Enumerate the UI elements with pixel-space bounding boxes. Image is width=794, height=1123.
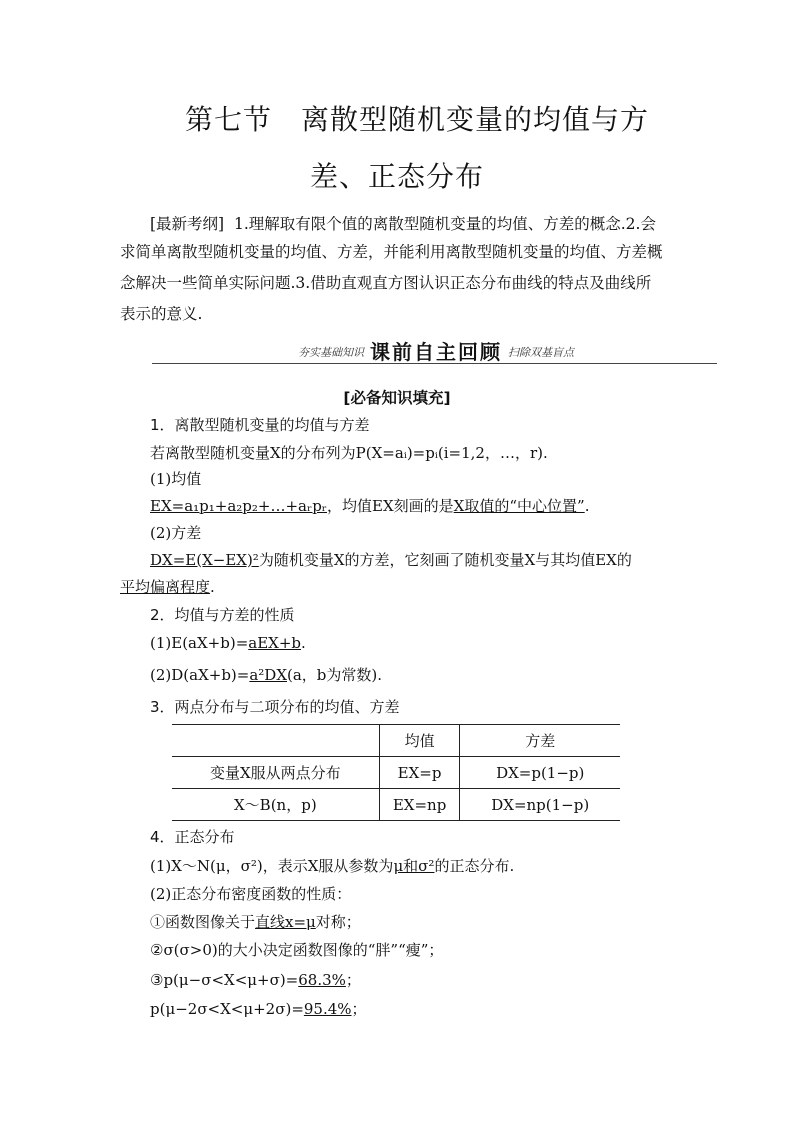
- syllabus-tag: [最新考纲]: [150, 215, 225, 233]
- s4-l1-post: 的正态分布.: [434, 857, 515, 875]
- heading-1: 1．离散型随机变量的均值与方差: [150, 416, 370, 434]
- s1-var-head: (2)方差: [150, 524, 202, 542]
- s1-var-line-2: 平均偏离程度.: [120, 578, 215, 596]
- var-formula: DX=E(X−EX)²: [150, 551, 259, 569]
- table-cell: DX=p(1−p): [460, 757, 620, 789]
- mean-formula: EX=a₁p₁+a₂p₂+…+aᵣpᵣ: [150, 497, 328, 515]
- s1-intro: 若离散型随机变量X的分布列为P(X=aᵢ)=pᵢ(i=1,2，…，r).: [150, 444, 548, 462]
- s4-l3-post: 对称；: [315, 913, 361, 931]
- table-row: [172, 725, 620, 757]
- mean-blank: X取值的“中心位置”: [453, 497, 585, 515]
- s4-l1-blank: μ和σ²: [393, 857, 435, 875]
- section-banner: [152, 336, 717, 366]
- s2-line-1: (1)E(aX+b)=aEX+b.: [150, 634, 306, 652]
- syllabus-line: 表示的意义.: [120, 305, 203, 323]
- var-text: 为随机变量X的方差，它刻画了随机变量X与其均值EX的: [258, 551, 632, 569]
- s4-l6-post: ；: [351, 1000, 367, 1018]
- s1-mean-head: (1)均值: [150, 470, 202, 488]
- s2-l2-blank: a²DX: [249, 666, 288, 684]
- table-cell: [172, 725, 379, 757]
- table-cell: EX=p: [379, 757, 460, 789]
- s4-line-3: [150, 911, 361, 932]
- section-subtitle: [必备知识填充]: [343, 389, 451, 407]
- table-cell: 方差: [460, 725, 620, 757]
- s4-line-5: [150, 969, 361, 990]
- syllabus-line: 1.理解取有限个值的离散型随机变量的均值、方差的概念.2.会: [233, 215, 656, 233]
- table-cell: DX=np(1−p): [460, 789, 620, 821]
- table-cell: X～B(n，p): [172, 789, 379, 821]
- s4-l5-blank: 68.3%: [298, 971, 346, 989]
- page-title-line2: 差、正态分布: [309, 160, 484, 193]
- s4-line-1: [150, 855, 514, 876]
- s1-var-line: [150, 549, 632, 570]
- s2-l1-pre: (1)E(aX+b)=: [150, 634, 249, 652]
- s4-l5-post: ；: [345, 971, 361, 989]
- s4-l3-blank: 直线x=μ: [255, 913, 316, 931]
- s2-l2-pre: (2)D(aX+b)=: [150, 666, 250, 684]
- s2-l2-post: (a，b为常数).: [287, 666, 383, 684]
- page-title: 第七节 离散型随机变量的均值与方: [184, 103, 649, 136]
- s4-line-4: ②σ(σ>0)的大小决定函数图像的“胖”“瘦”；: [150, 941, 444, 959]
- syllabus-paragraph: [120, 209, 680, 240]
- heading-4: 4．正态分布: [150, 828, 235, 846]
- var-blank: 平均偏离程度: [120, 578, 211, 596]
- table-row: [172, 757, 620, 789]
- s1-mean-line: EX=a₁p₁+a₂p₂+…+aᵣpᵣ，均值EX刻画的是X取值的“中心位置”.: [150, 497, 590, 515]
- heading-2: 2．均值与方差的性质: [150, 606, 295, 624]
- s4-l1-pre: (1)X～N(μ，σ²)，表示X服从参数为: [150, 857, 394, 875]
- s4-l5-pre: ③p(μ−σ<X<μ+σ)=: [150, 971, 299, 989]
- banner-left-text: 夯实基础知识: [298, 346, 364, 359]
- banner-title: 课前自主回顾: [370, 340, 502, 364]
- s4-line-6: [150, 998, 367, 1019]
- mean-text: ，均值EX刻画的是: [327, 497, 454, 515]
- s2-l1-blank: aEX+b: [248, 634, 302, 652]
- table-cell: 均值: [379, 725, 460, 757]
- s4-line-2: (2)正态分布密度函数的性质：: [150, 885, 352, 903]
- table-row: [172, 789, 620, 821]
- s4-l6-pre: p(μ−2σ<X<μ+2σ)=: [150, 1000, 304, 1018]
- distribution-table: [172, 724, 620, 821]
- table-cell: EX=np: [379, 789, 460, 821]
- banner-right-text: 扫除双基盲点: [508, 346, 574, 359]
- syllabus-line: 求简单离散型随机变量的均值、方差，并能利用离散型随机变量的均值、方差概: [120, 243, 663, 261]
- s4-l6-blank: 95.4%: [303, 1000, 352, 1018]
- s4-l3-pre: ①函数图像关于: [150, 913, 256, 931]
- banner-rule: [152, 363, 717, 364]
- heading-3: 3．两点分布与二项分布的均值、方差: [150, 698, 400, 716]
- syllabus-line: 念解决一些简单实际问题.3.借助直观直方图认识正态分布曲线的特点及曲线所: [120, 274, 652, 292]
- s2-line-2: [150, 664, 382, 685]
- table-cell: 变量X服从两点分布: [172, 757, 379, 789]
